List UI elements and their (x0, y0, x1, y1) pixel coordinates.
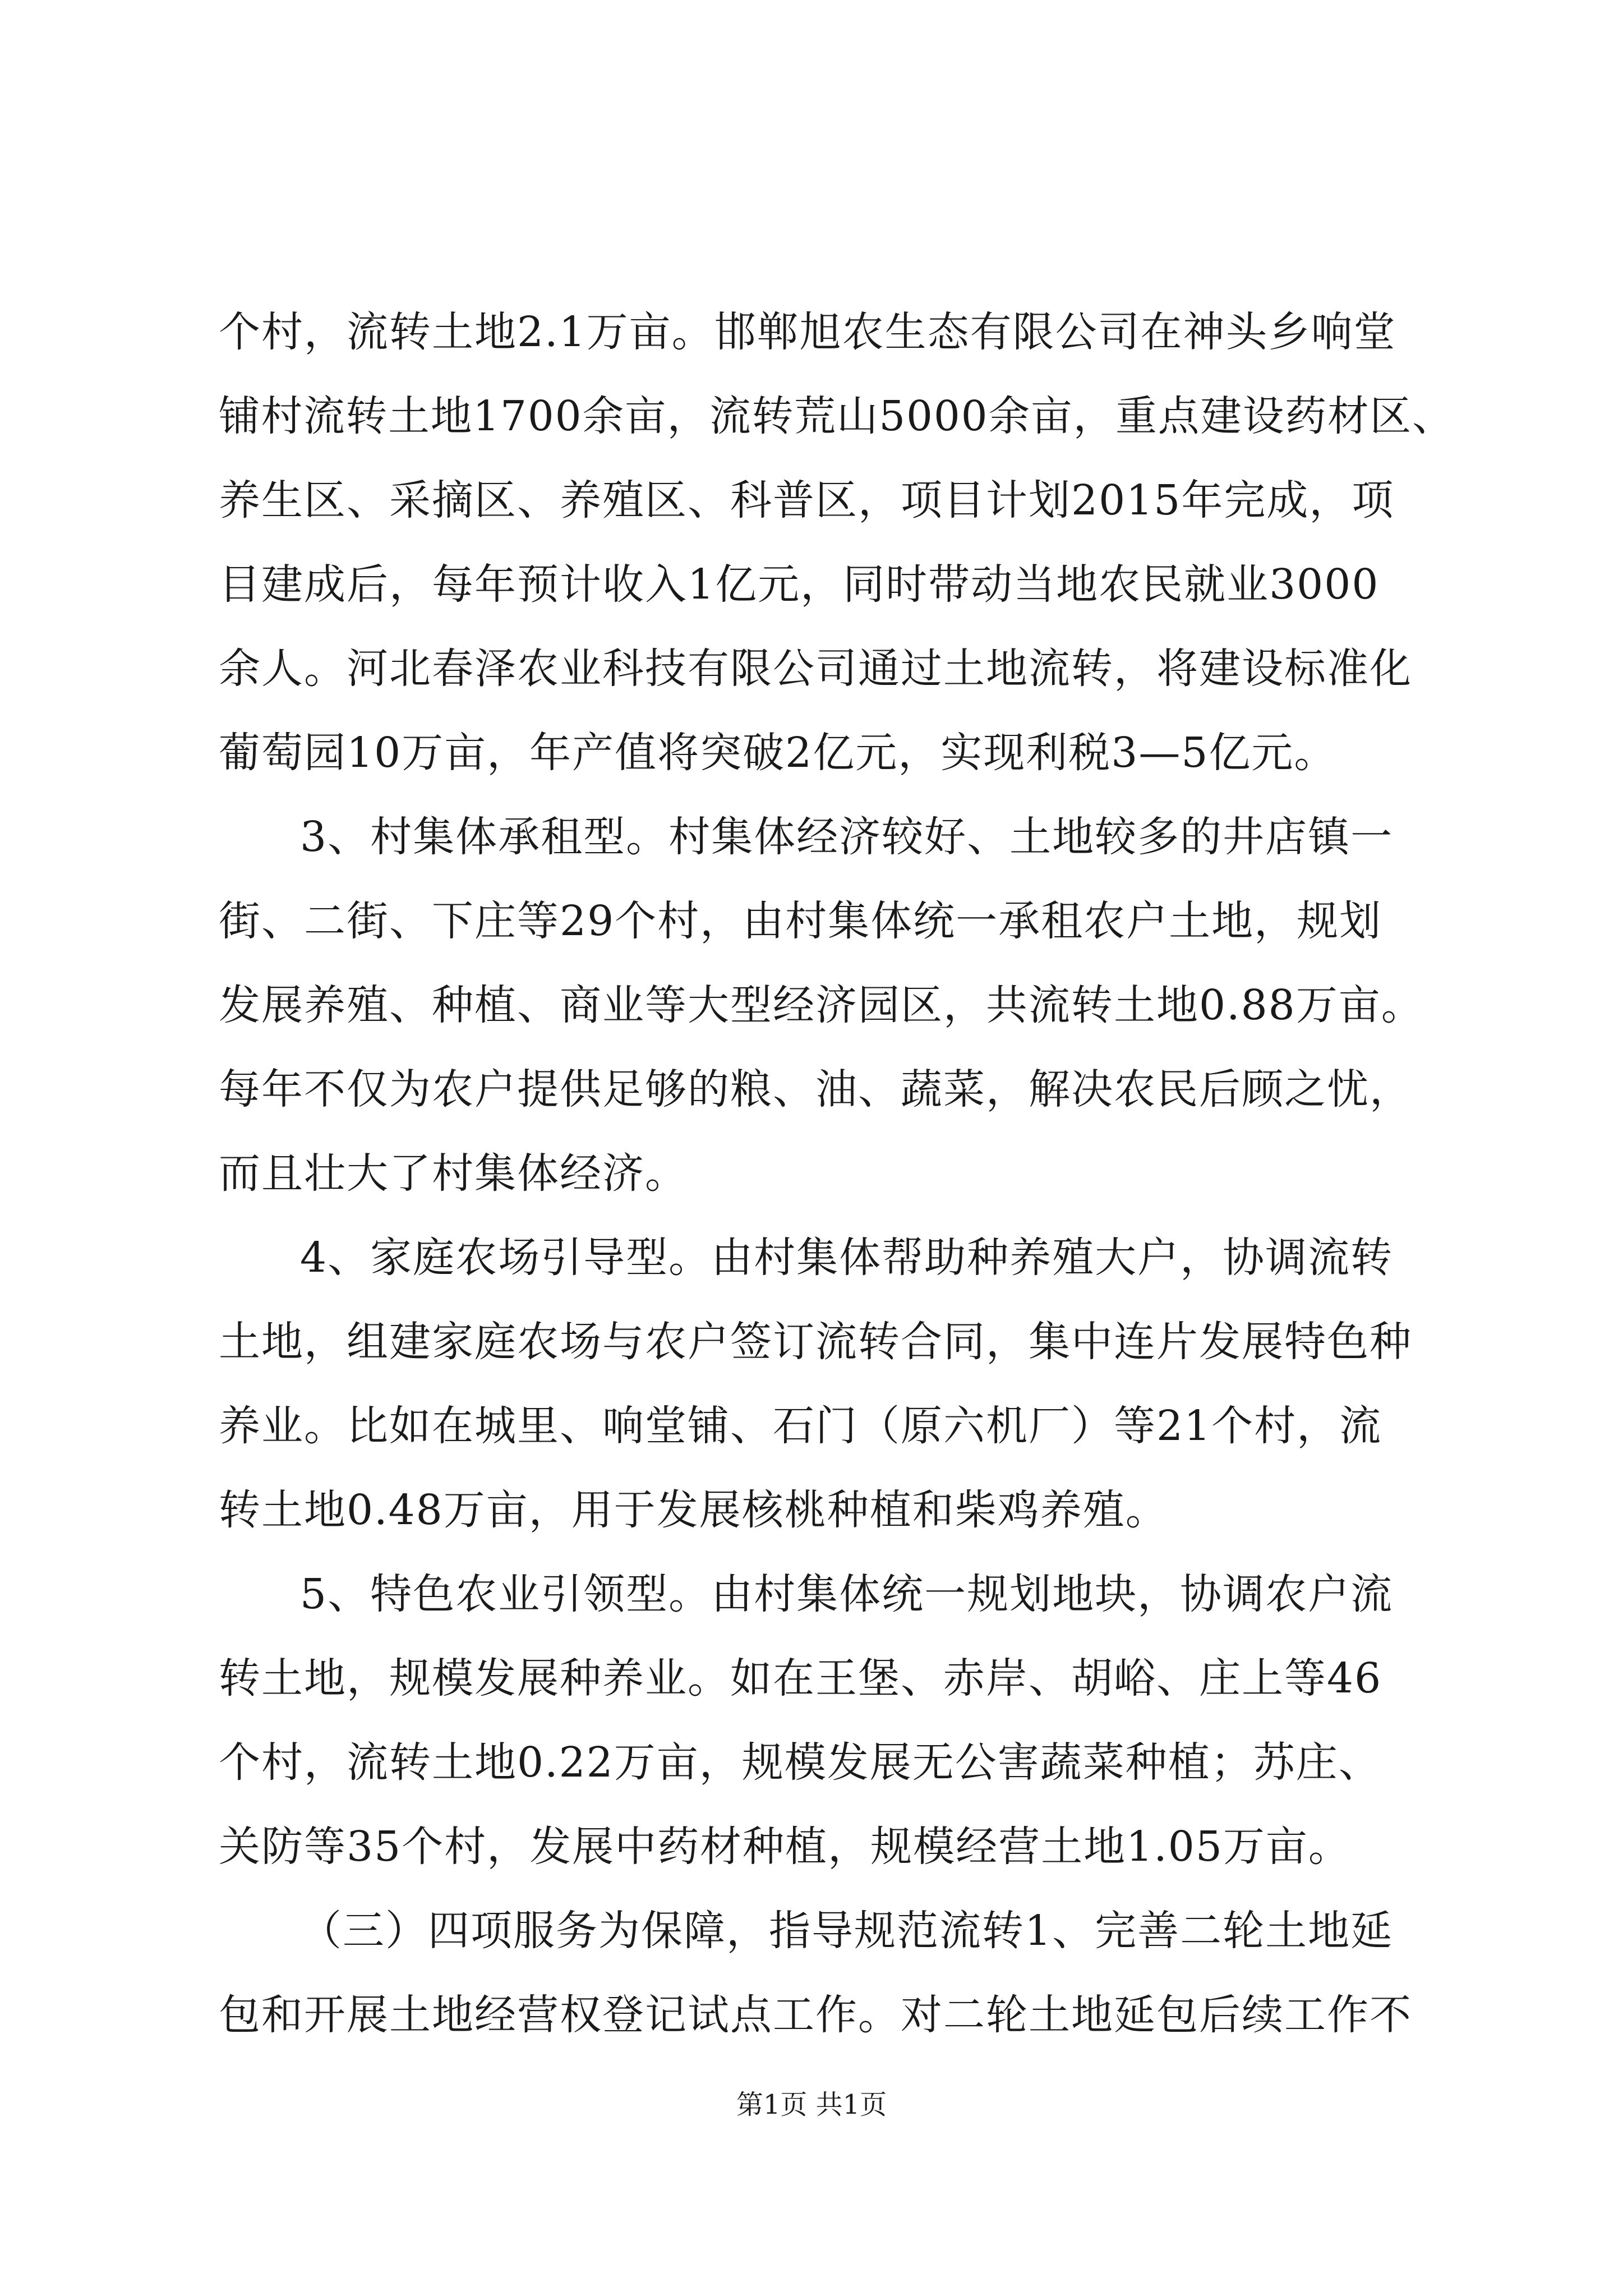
text-line: 个村，流转土地0.22万亩，规模发展无公害蔬菜种植；苏庄、 (219, 1738, 1381, 1787)
text-line: 目建成后，每年预计收入1亿元，同时带动当地农民就业3000 (219, 560, 1380, 609)
text-line: 余人。河北春泽农业科技有限公司通过土地流转，将建设标准化 (219, 645, 1412, 693)
text-line: 而且壮大了村集体经济。 (219, 1149, 688, 1198)
text-line: 养业。比如在城里、响堂铺、石门（原六机厂）等21个村，流 (219, 1402, 1382, 1450)
text-line: 铺村流转土地1700余亩，流转荒山5000余亩，重点建设药材区、 (219, 392, 1455, 440)
text-line: 包和开展土地经营权登记试点工作。对二轮土地延包后续工作不 (219, 1991, 1412, 2039)
text-line: 转土地，规模发展种养业。如在王堡、赤岸、胡峪、庄上等46 (219, 1654, 1382, 1703)
text-line: 每年不仅为农户提供足够的粮、油、蔬菜，解决农民后顾之忧， (219, 1065, 1412, 1114)
text-line: 转土地0.48万亩，用于发展核桃种植和柴鸡养殖。 (219, 1486, 1168, 1534)
text-line: 土地，组建家庭农场与农户签订流转合同，集中连片发展特色种 (219, 1318, 1412, 1366)
text-line: 4、家庭农场引导型。由村集体帮助种养殖大户，协调流转 (300, 1234, 1394, 1282)
text-line: 发展养殖、种植、商业等大型经济园区，共流转土地0.88万亩。 (219, 981, 1424, 1029)
text-line: 3、村集体承租型。村集体经济较好、土地较多的井店镇一 (300, 813, 1394, 861)
text-line: 街、二街、下庄等29个村，由村集体统一承租农户土地，规划 (219, 897, 1382, 945)
text-line: （三）四项服务为保障，指导规范流转1、完善二轮土地延 (300, 1907, 1394, 1955)
text-line: 个村，流转土地2.1万亩。邯郸旭农生态有限公司在神头乡响堂 (219, 308, 1396, 356)
text-line: 养生区、采摘区、养殖区、科普区，项目计划2015年完成，项 (219, 476, 1395, 524)
text-line: 5、特色农业引领型。由村集体统一规划地块，协调农户流 (300, 1570, 1394, 1618)
page-number-footer: 第1页 共1页 (736, 2089, 887, 2120)
text-line: 葡萄园10万亩，年产值将突破2亿元，实现利税3—5亿元。 (219, 729, 1337, 777)
text-line: 关防等35个村，发展中药材种植，规模经营土地1.05万亩。 (219, 1823, 1351, 1871)
